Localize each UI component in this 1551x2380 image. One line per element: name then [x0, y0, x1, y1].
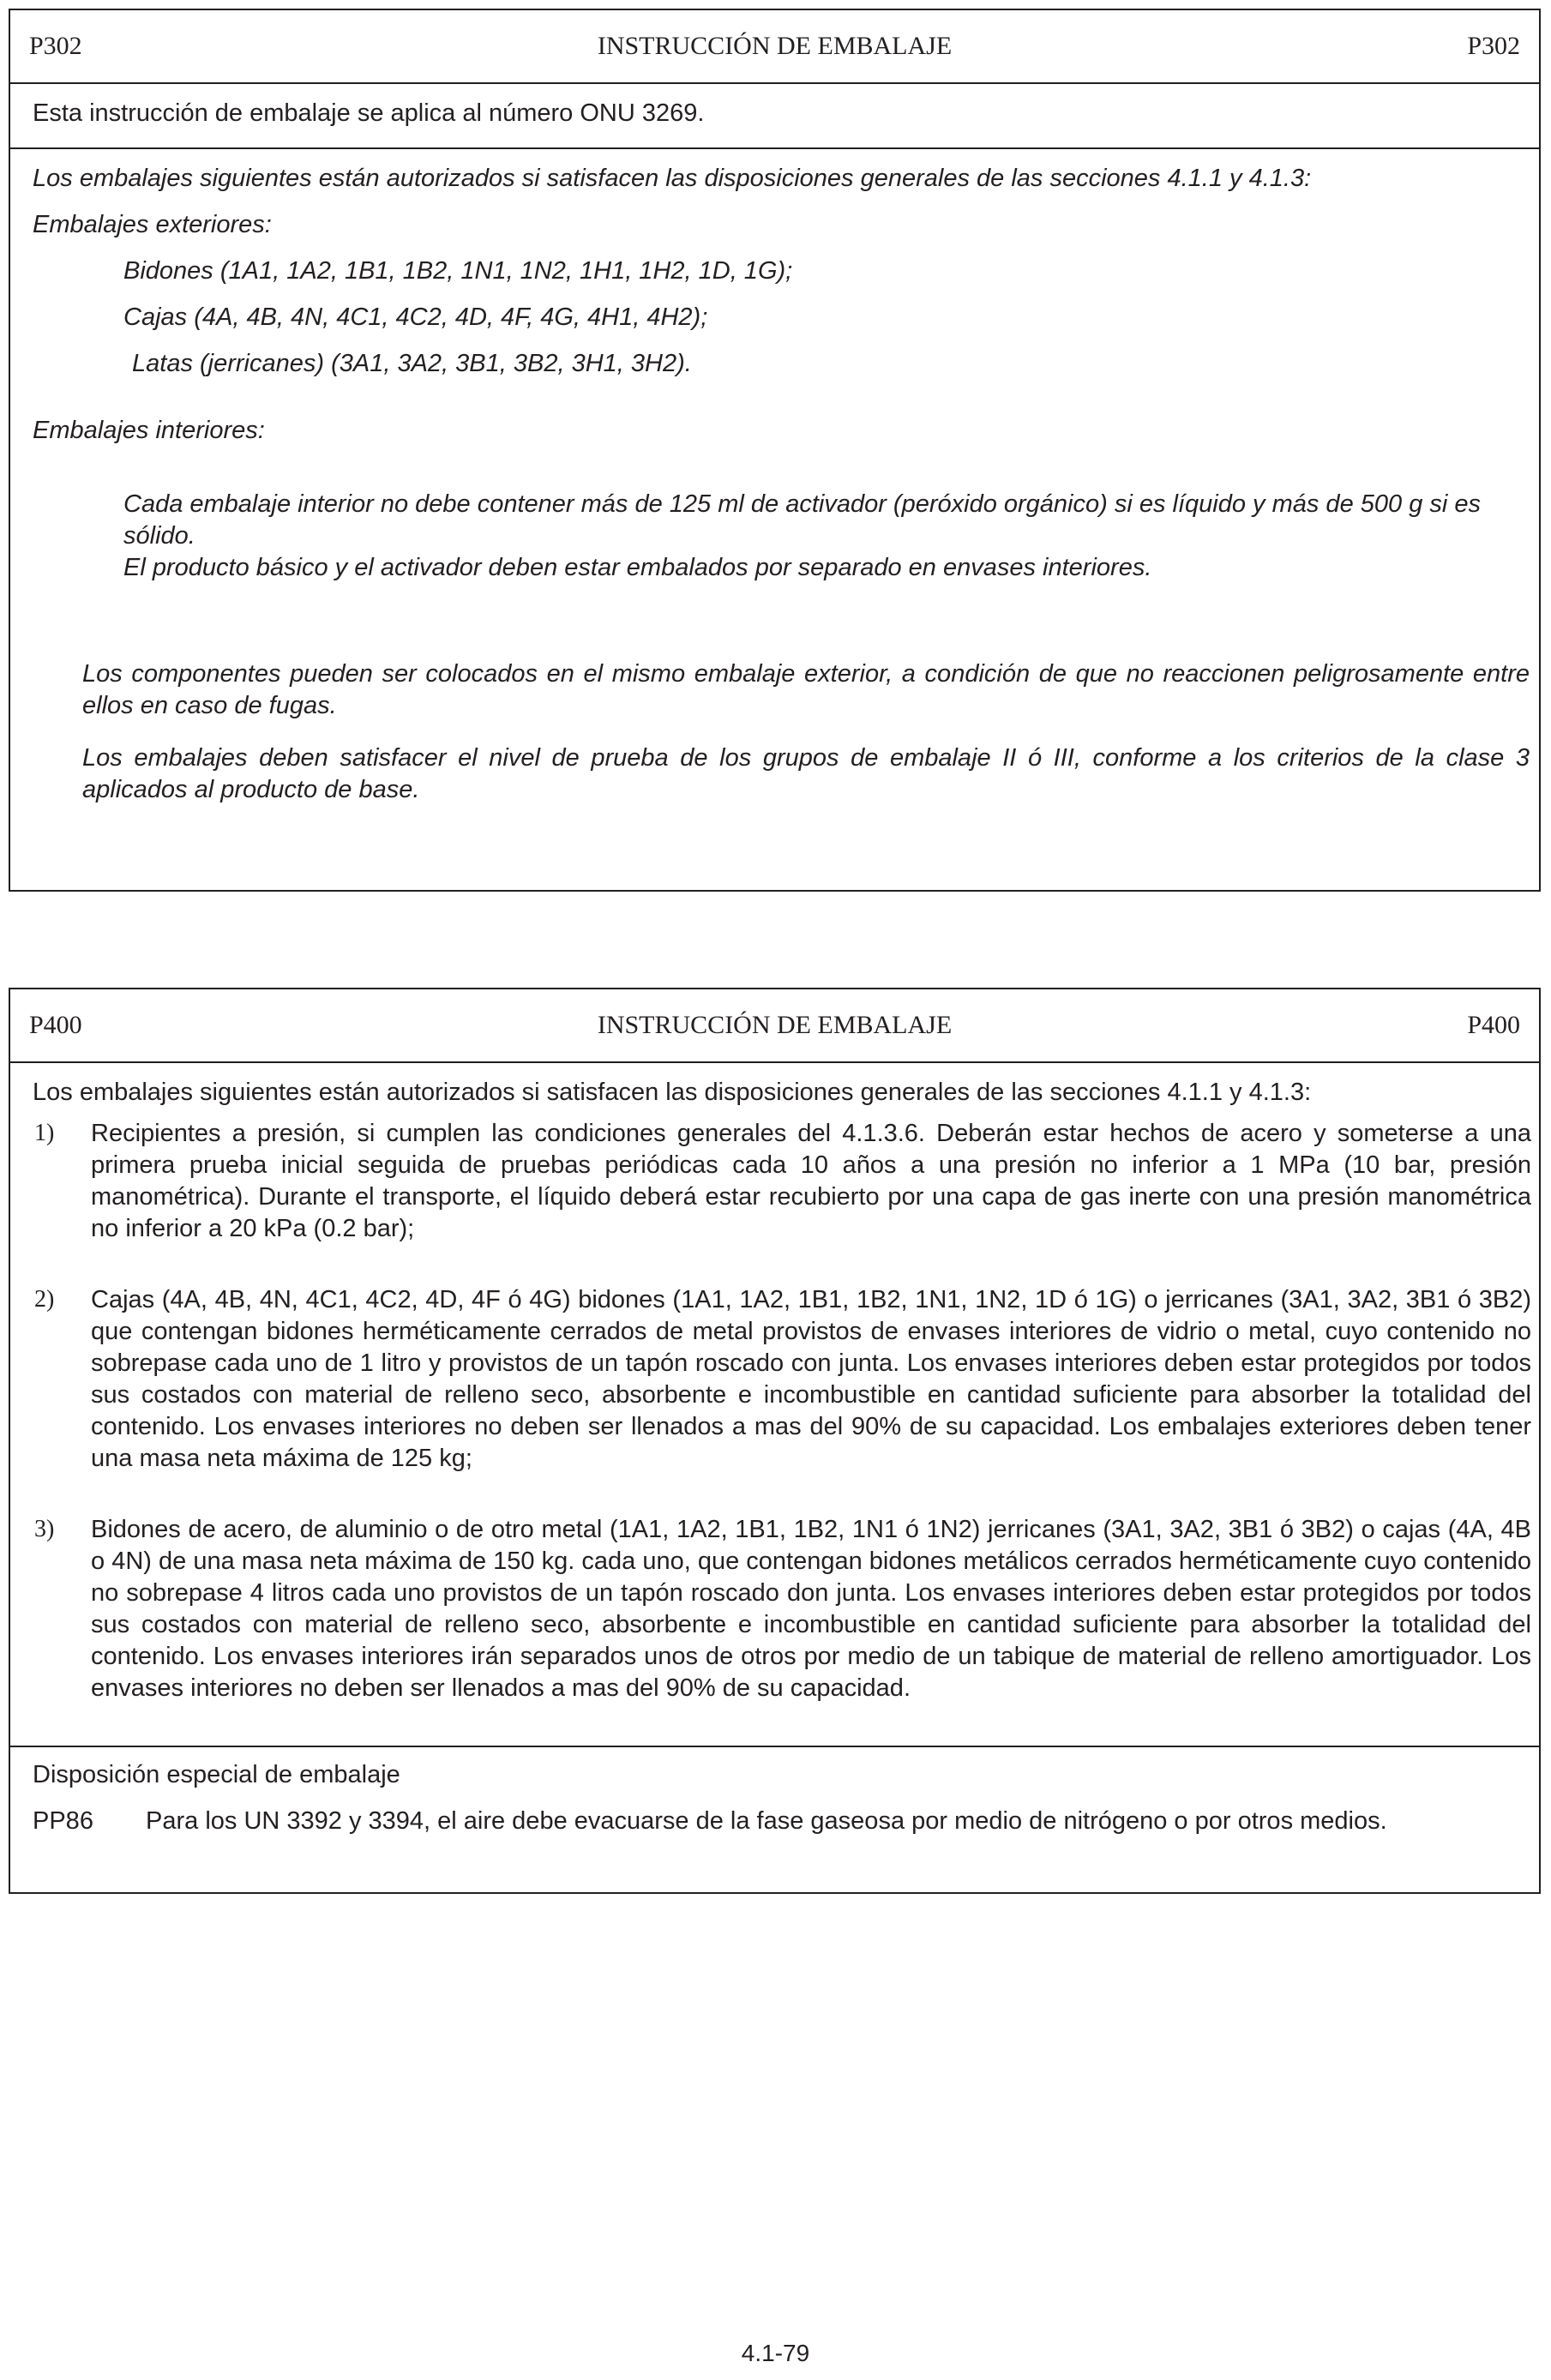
- p302-inner-text-1: Cada embalaje interior no debe contener más de 125 ml de activador (peróxido orgánico) si es líquido y más de 500 g si es sólido.: [123, 490, 1482, 550]
- p302-components: Los componentes pueden ser colocados en el mismo embalaje exterior, a condición de que no reaccionen peligrosamente entre ellos en caso de fugas.: [82, 660, 1530, 719]
- p302-header: [10, 10, 1539, 84]
- p400-special-text: Para los UN 3392 y 3394, el aire debe evacuarse de la fase gaseosa por medio de nitrógeno o por otros medios.: [146, 1807, 1387, 1835]
- p400-title: INSTRUCCIÓN DE EMBALAJE: [597, 1011, 953, 1039]
- page-number: 4.1-79: [741, 2340, 810, 2366]
- p400-table: [9, 988, 1541, 1894]
- p302-intro-row: [10, 84, 1539, 149]
- p400-item-number: 2): [34, 1286, 55, 1313]
- p302-code-left: P302: [29, 32, 82, 60]
- p302-body: [10, 149, 1539, 893]
- p302-table: [9, 9, 1541, 892]
- p302-inner-text-2: El producto básico y el activador deben estar embalados por separado en envases interiores.: [123, 554, 1152, 581]
- p302-outer-item: Bidones (1A1, 1A2, 1B1, 1B2, 1N1, 1N2, 1H1, 1H2, 1D, 1G);: [123, 257, 793, 285]
- p302-code-right: P302: [1467, 32, 1520, 60]
- p302-test-level: Los embalajes deben satisfacer el nivel de prueba de los grupos de embalaje II ó III, conforme a los criterios de la clase 3 aplicados al producto de base.: [82, 744, 1530, 803]
- p400-header: [10, 989, 1539, 1063]
- p302-authorized: Los embalajes siguientes están autorizados si satisfacen las disposiciones generales de las secciones 4.1.1 y 4.1.3:: [33, 165, 1312, 192]
- p400-special-provision: [10, 1747, 1539, 1893]
- p400-item-text: Cajas (4A, 4B, 4N, 4C1, 4C2, 4D, 4F ó 4G) bidones (1A1, 1A2, 1B1, 1B2, 1N1, 1N2, 1D ó 1G) o jerricanes (3A1, 3A2, 3B1 ó 3B2) que contengan bidones herméticamente cerrados de metal provistos de envases interiores de vidrio o metal, cuyo contenido no sobrepase cada uno de 1 litro y provistos de un tapón roscado con junta. Los envases interiores deben estar protegidos por todos sus costados con material de relleno seco, absorbente e incombustible en cantidad suficiente para absorber la totalidad del contenido. Los envases interiores no deben ser llenados a mas del 90% de su capacidad. Los embalajes exteriores deben tener una masa neta máxima de 125 kg;: [91, 1286, 1531, 1472]
- p302-outer-label: Embalajes exteriores:: [33, 211, 272, 238]
- p400-code-right: P400: [1467, 1011, 1520, 1039]
- p400-item-number: 1): [34, 1120, 55, 1146]
- p302-inner-label: Embalajes interiores:: [33, 417, 265, 444]
- p302-outer-item: Latas (jerricanes) (3A1, 3A2, 3B1, 3B2, 3H1, 3H2).: [132, 350, 692, 377]
- p400-body: [10, 1063, 1539, 1747]
- p302-intro: Esta instrucción de embalaje se aplica al número ONU 3269.: [33, 99, 705, 127]
- p400-special-code: PP86: [33, 1807, 93, 1835]
- p400-code-left: P400: [29, 1011, 82, 1039]
- p400-item-number: 3): [34, 1516, 55, 1542]
- p400-item-text: Bidones de acero, de aluminio o de otro metal (1A1, 1A2, 1B1, 1B2, 1N1 ó 1N2) jerricanes (3A1, 3A2, 3B1 ó 3B2) o cajas (4A, 4B o 4N) de una masa neta máxima de 150 kg. cada uno, que contengan bidones metálicos cerrados herméticamente cuyo contenido no sobrepase 4 litros cada uno provistos de un tapón roscado don junta. Los envases interiores deben estar protegidos por todos sus costados con material de relleno seco, absorbente e incombustible en cantidad suficiente para absorber la totalidad del contenido. Los envases interiores irán separados unos de otros por medio de un tabique de material de relleno amortiguador. Los envases interiores no deben ser llenados a mas del 90% de su capacidad.: [91, 1516, 1531, 1702]
- p400-item-text: Recipientes a presión, si cumplen las condiciones generales del 4.1.3.6. Deberán estar hechos de acero y someterse a una primera prueba inicial seguida de pruebas periódicas cada 10 años a una presión no inferior a 1 MPa (10 bar, presión manométrica). Durante el transporte, el líquido deberá estar recubierto por una capa de gas inerte con una presión manométrica no inferior a 20 kPa (0.2 bar);: [91, 1120, 1531, 1242]
- p400-special-label: Disposición especial de embalaje: [33, 1761, 400, 1788]
- p302-title: INSTRUCCIÓN DE EMBALAJE: [597, 32, 953, 60]
- p400-authorized: Los embalajes siguientes están autorizados si satisfacen las disposiciones generales de las secciones 4.1.1 y 4.1.3:: [33, 1079, 1312, 1106]
- p302-outer-item: Cajas (4A, 4B, 4N, 4C1, 4C2, 4D, 4F, 4G, 4H1, 4H2);: [123, 304, 708, 331]
